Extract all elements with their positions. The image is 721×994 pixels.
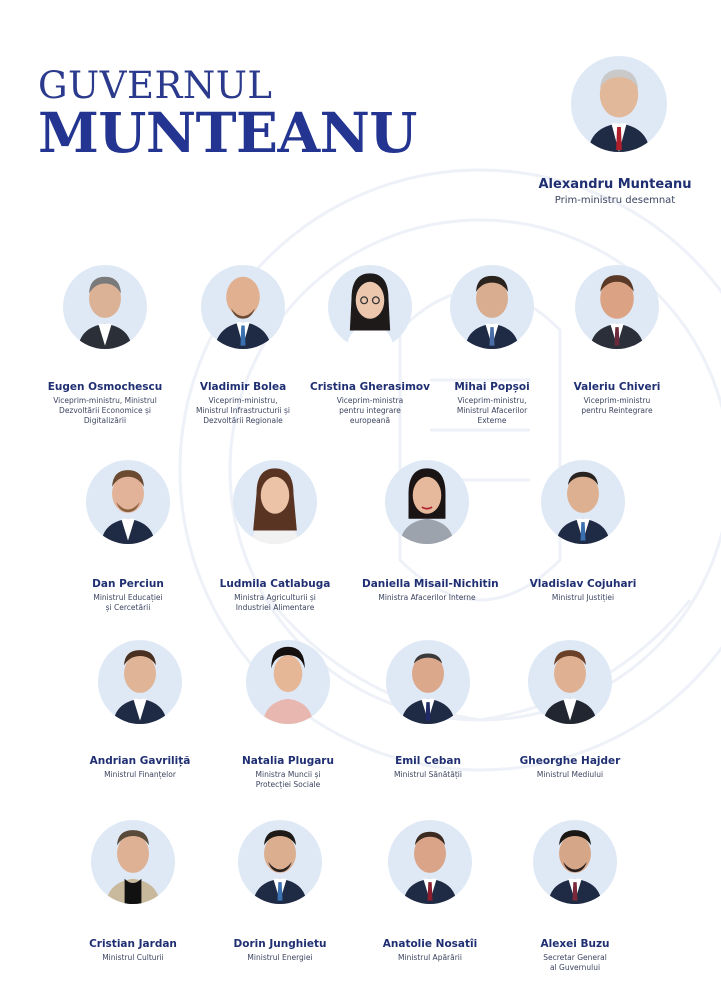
member-role: Prim-ministru desemnat (554, 195, 676, 206)
person-silhouette-icon (388, 820, 472, 904)
person-silhouette-icon (63, 265, 147, 349)
member-name: Gheorghe Hajder (519, 755, 621, 767)
member-role: Ministrul Apărării (398, 953, 462, 962)
member-role: Viceprim-ministru, Ministrul Dezvoltării Economice și Digitalizării (53, 396, 157, 425)
person-silhouette-icon (91, 820, 175, 904)
person-silhouette-icon (533, 820, 617, 904)
person-silhouette-icon (233, 460, 317, 544)
member-role: Ministrul Energiei (247, 953, 313, 962)
person-silhouette-icon (86, 460, 170, 544)
member-name: Natalia Plugaru (242, 755, 334, 767)
member-role: Viceprim-ministru, Ministrul Infrastructurii și Dezvoltării Regionale (196, 396, 290, 425)
cabinet-member-card (363, 640, 493, 790)
portrait-photo (238, 820, 322, 904)
member-name: Anatolie Nosatîi (382, 938, 478, 950)
member-role: Viceprim-ministra pentru integrare europeană (336, 396, 404, 425)
member-name: Emil Ceban (395, 755, 461, 767)
title-line-1: GUVERNUL (38, 64, 273, 107)
member-name: Daniella Misail-Nichitin (362, 578, 499, 590)
person-silhouette-icon (246, 640, 330, 724)
member-role: Ministrul Sănătății (394, 770, 462, 779)
portrait-photo (575, 265, 659, 349)
member-role: Ministrul Educației și Cercetării (93, 593, 163, 612)
cabinet-member-card (505, 640, 635, 790)
member-role: Ministra Muncii și Protecției Sociale (255, 770, 321, 789)
member-name: Dorin Junghietu (233, 938, 327, 950)
person-silhouette-icon (571, 56, 667, 152)
portrait-photo (201, 265, 285, 349)
cabinet-member-card (362, 460, 499, 610)
cabinet-member-card (518, 460, 648, 610)
member-name: Alexei Buzu (540, 938, 610, 950)
person-silhouette-icon (575, 265, 659, 349)
portrait-photo (541, 460, 625, 544)
member-role: Ministrul Finanțelor (104, 770, 176, 779)
member-role: Ministrul Mediului (536, 770, 604, 779)
cabinet-member-card (305, 265, 435, 435)
person-silhouette-icon (541, 460, 625, 544)
cabinet-member-card (75, 640, 205, 790)
cabinet-member-card (427, 265, 557, 435)
member-name: Vladimir Bolea (199, 381, 287, 393)
portrait-photo (246, 640, 330, 724)
cabinet-member-card (552, 265, 682, 435)
portrait-photo (233, 460, 317, 544)
cabinet-member-card (210, 460, 340, 610)
cabinet-member-card (68, 820, 198, 980)
portrait-photo (571, 56, 667, 152)
person-silhouette-icon (450, 265, 534, 349)
member-role: Viceprim-ministru, Ministrul Afacerilor Externe (456, 396, 528, 425)
member-name: Ludmila Catlabuga (219, 578, 331, 590)
cabinet-member-card (365, 820, 495, 980)
member-name: Eugen Osmochescu (47, 381, 163, 393)
person-silhouette-icon (201, 265, 285, 349)
portrait-photo (388, 820, 472, 904)
portrait-photo (528, 640, 612, 724)
title-line-2: MUNTEANU (38, 100, 417, 165)
portrait-photo (328, 265, 412, 349)
member-role: Ministrul Culturii (102, 953, 164, 962)
cabinet-member-card (510, 820, 640, 980)
portrait-photo (98, 640, 182, 724)
member-name: Dan Perciun (92, 578, 164, 590)
portrait-photo (63, 265, 147, 349)
portrait-photo (533, 820, 617, 904)
member-name: Mihai Popșoi (454, 381, 530, 393)
person-silhouette-icon (386, 640, 470, 724)
portrait-photo (86, 460, 170, 544)
member-name: Cristina Gherasimov (310, 381, 430, 393)
prime-minister-card (530, 22, 700, 212)
person-silhouette-icon (385, 460, 469, 544)
member-name: Alexandru Munteanu (538, 177, 692, 192)
cabinet-member-card (223, 640, 353, 790)
cabinet-member-card (215, 820, 345, 980)
member-role: Ministrul Justiției (551, 593, 615, 602)
person-silhouette-icon (238, 820, 322, 904)
person-silhouette-icon (328, 265, 412, 349)
portrait-photo (386, 640, 470, 724)
portrait-photo (450, 265, 534, 349)
portrait-photo (385, 460, 469, 544)
member-name: Vladislav Cojuhari (529, 578, 637, 590)
member-role: Secretar General al Guvernului (543, 953, 607, 972)
portrait-photo (91, 820, 175, 904)
person-silhouette-icon (528, 640, 612, 724)
member-name: Cristian Jardan (89, 938, 177, 950)
cabinet-member-card (40, 265, 170, 435)
member-role: Viceprim-ministru pentru Reintegrare (581, 396, 653, 415)
cabinet-member-card (63, 460, 193, 610)
member-role: Ministra Afacerilor Interne (378, 593, 476, 602)
cabinet-member-card (178, 265, 308, 435)
member-name: Andrian Gavriliță (89, 755, 191, 767)
member-role: Ministra Agriculturii și Industriei Alimentare (234, 593, 316, 612)
member-name: Valeriu Chiveri (573, 381, 661, 393)
person-silhouette-icon (98, 640, 182, 724)
